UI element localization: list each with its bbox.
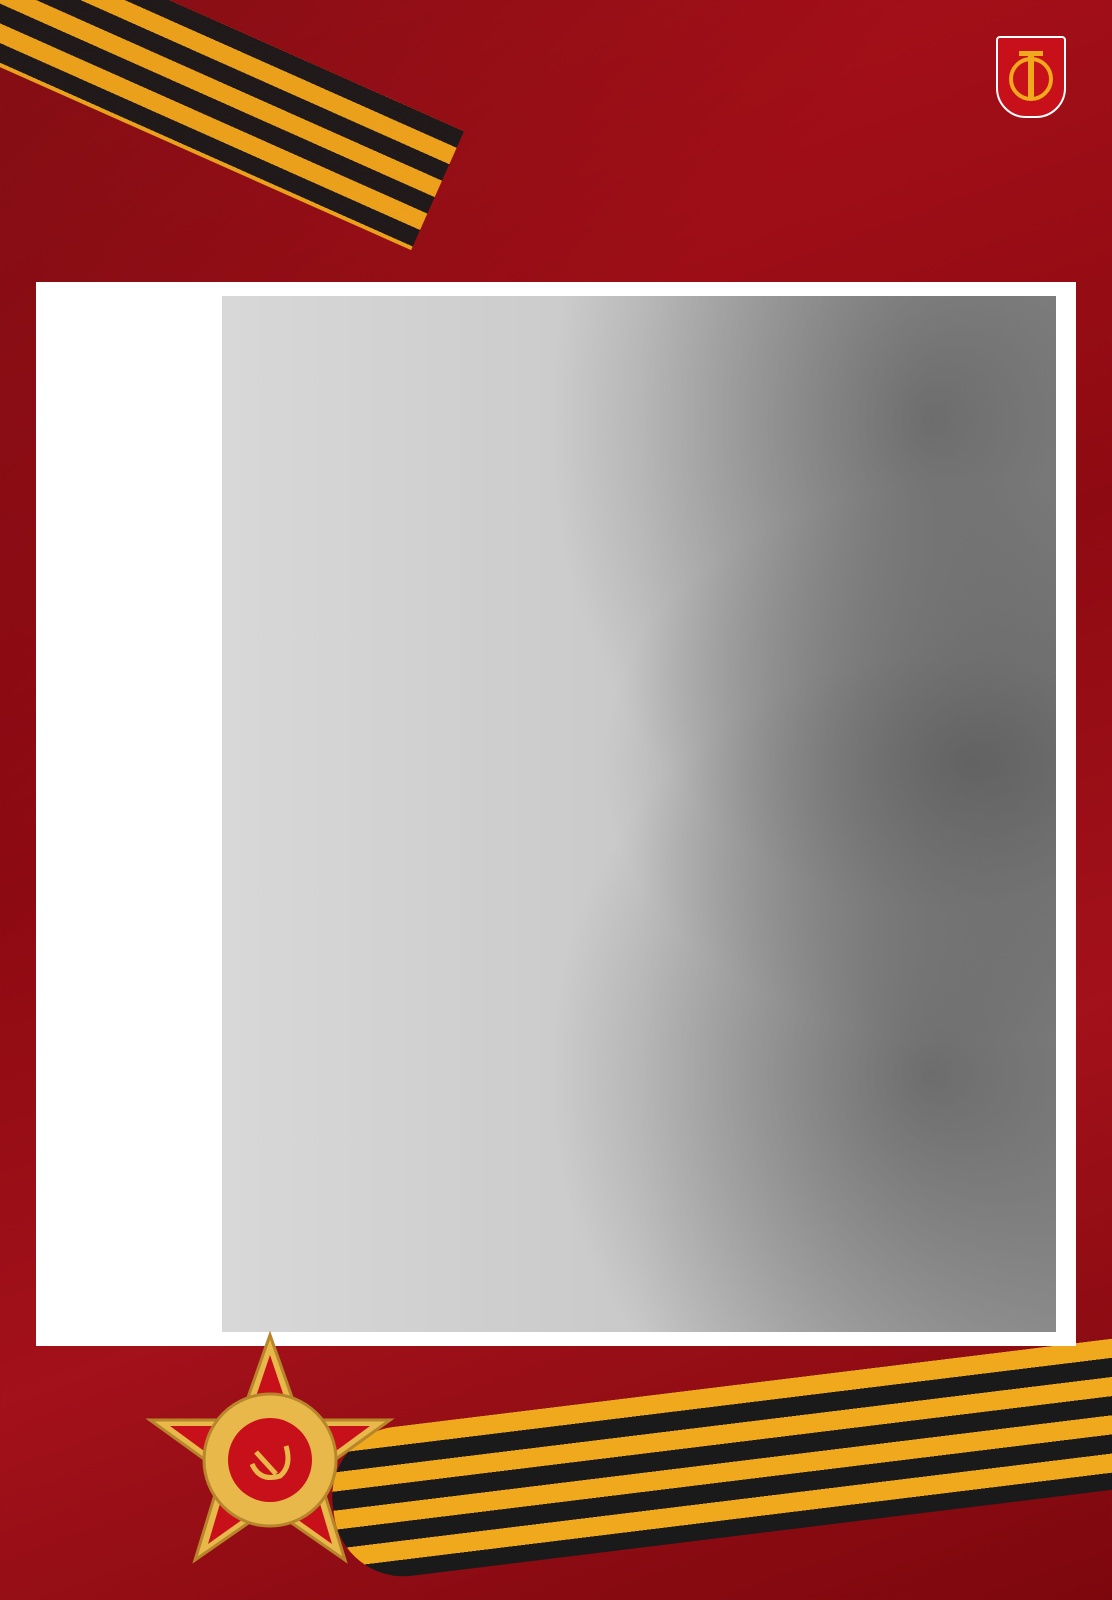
st-george-ribbon-bottom xyxy=(324,1326,1112,1585)
events-schedule xyxy=(36,282,1076,1346)
city-crest-icon xyxy=(996,36,1066,118)
order-of-patriotic-war-icon xyxy=(120,1330,440,1590)
st-george-ribbon-top xyxy=(0,0,464,250)
schedule-rows xyxy=(52,296,1056,1332)
war-photo-background xyxy=(222,296,1056,1332)
